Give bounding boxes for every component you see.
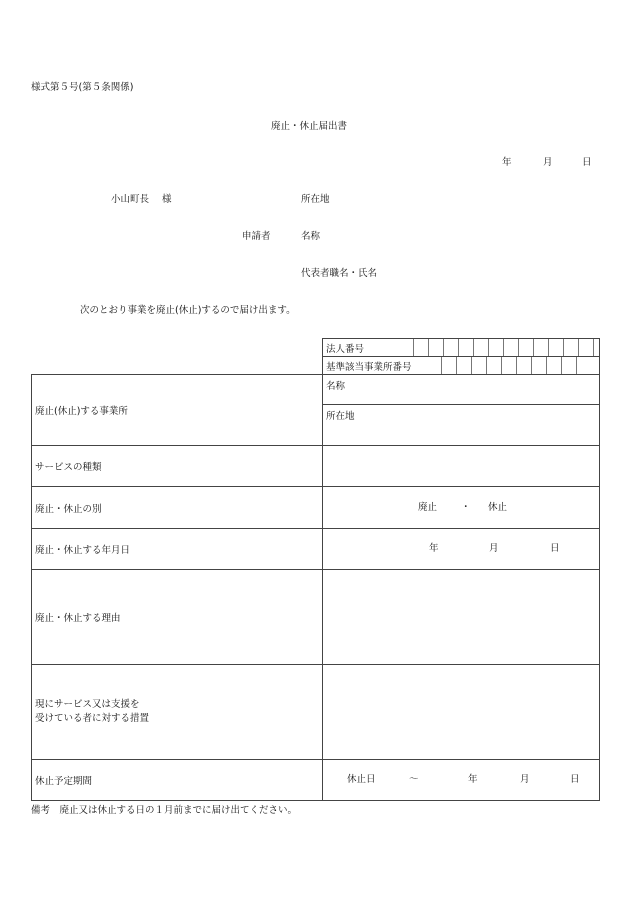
period-day: 日: [570, 774, 580, 785]
type-row: [32, 487, 600, 529]
service-type-label: サービスの種類: [32, 446, 323, 487]
measures-label-line2: 受けている者に対する措置: [35, 713, 150, 724]
intro-text: 次のとおり事業を廃止(休止)するので届け出ます。: [80, 305, 296, 316]
office-address-label: 所在地: [326, 411, 355, 422]
office-name-row: [32, 375, 600, 405]
corp-number-row: [32, 339, 600, 357]
date-year-label: 年: [502, 157, 512, 168]
measures-field[interactable]: [323, 665, 600, 760]
office-number-label: 基準該当事業所番号: [326, 361, 412, 373]
period-start-label: 休止日: [347, 774, 376, 785]
period-field[interactable]: [323, 760, 600, 801]
office-name-label: 名称: [326, 381, 346, 392]
date-field[interactable]: [323, 529, 600, 570]
form-title: 廃止・休止届出書: [271, 121, 348, 132]
period-label: 休止予定期間: [32, 760, 323, 801]
type-select-field[interactable]: [323, 487, 600, 529]
form-number: 様式第５号(第５条関係): [31, 82, 134, 93]
applicant-address-label: 所在地: [301, 194, 330, 205]
measures-label: [32, 665, 323, 760]
service-type-field[interactable]: [323, 446, 600, 487]
period-tilde: ～: [409, 774, 419, 785]
applicant-representative-label: 代表者職名・氏名: [301, 268, 378, 279]
measures-row: [32, 665, 600, 760]
remarks: 備考 廃止又は休止する日の１月前までに届け出てください。: [31, 805, 298, 816]
period-row: [32, 760, 600, 801]
office-number-row: [32, 357, 600, 375]
notification-form-table: [31, 338, 600, 801]
addressee-name: 小山町長: [111, 194, 150, 205]
applicant-label: 申請者: [242, 231, 271, 242]
date-row-day: 日: [550, 543, 560, 554]
reason-label: 廃止・休止する理由: [32, 570, 323, 665]
corp-number-boxes[interactable]: [413, 339, 608, 356]
corp-number-cell: [323, 339, 600, 357]
reason-field[interactable]: [323, 570, 600, 665]
date-month-label: 月: [543, 157, 553, 168]
type-separator: ・: [461, 501, 471, 513]
service-type-row: [32, 446, 600, 487]
corp-number-label: 法人番号: [326, 343, 365, 355]
period-year: 年: [468, 774, 478, 785]
addressee-honorific: 様: [162, 194, 172, 205]
reason-row: [32, 570, 600, 665]
date-row-label: 廃止・休止する年月日: [32, 529, 323, 570]
type-option-abolish[interactable]: 廃止: [418, 501, 438, 513]
date-day-label: 日: [582, 157, 592, 168]
office-name-field[interactable]: [323, 375, 600, 405]
type-option-suspend[interactable]: 休止: [488, 501, 508, 513]
date-row-year: 年: [429, 543, 439, 554]
office-row-label: 廃止(休止)する事業所: [32, 375, 323, 446]
office-number-cell: [323, 357, 600, 375]
date-row-month: 月: [489, 543, 499, 554]
applicant-name-label: 名称: [301, 231, 321, 242]
type-row-label: 廃止・休止の別: [32, 487, 323, 529]
office-address-field[interactable]: [323, 405, 600, 446]
office-number-boxes[interactable]: [441, 357, 591, 374]
period-month: 月: [520, 774, 530, 785]
measures-label-line1: 現にサービス又は支援を: [35, 699, 140, 710]
date-row: [32, 529, 600, 570]
